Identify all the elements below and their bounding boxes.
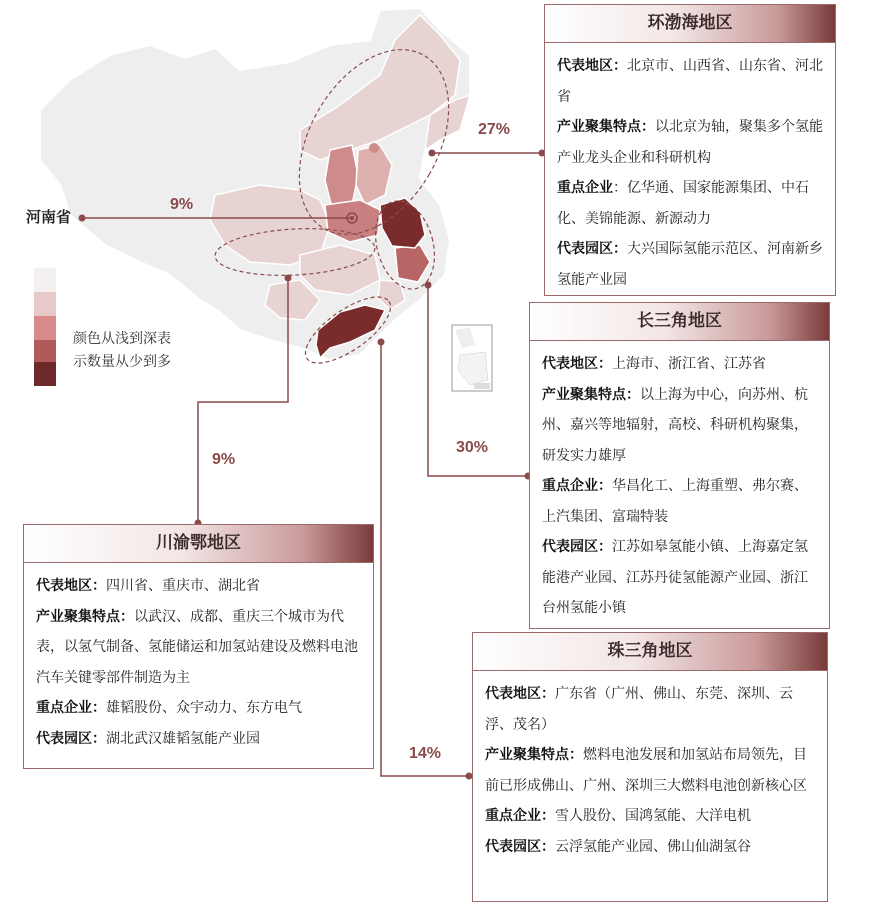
cy-ent-label: 重点企业： [36,700,106,716]
bohai-feat-label: 产业聚集特点： [557,119,655,135]
bohai-rep-label: 代表地区： [557,58,627,74]
pct-zhusanjiao: 14% [409,745,442,762]
zsj-park: 云浮氢能产业园、佛山仙湖氢谷 [555,838,751,855]
dot-chuanyu [285,275,292,282]
cy-feat: 以武汉、成都、重庆三个城市为代表，以氢气制备、氢能储运和加氢站建设及燃料电池汽车关键零部件制造为主 [36,608,358,686]
region-title-zhusanjiao: 珠三角地区 [473,633,827,671]
henan-label: 河南省 [26,208,72,226]
cy-rep-label: 代表地区： [36,578,106,594]
legend-swatch-5 [34,362,56,386]
zsj-ent: 雪人股份、国鸿氢能、大洋电机 [555,808,751,824]
pct-chuanyu: 9% [212,451,236,468]
region-title-changsanjiao: 长三角地区 [530,303,829,341]
legend-line-2: 示数量从少到多 [73,354,171,370]
legend-swatch-4 [34,340,56,362]
cy-park-label: 代表园区： [36,730,106,747]
pct-bohai: 27% [478,121,511,138]
pct-henan: 9% [170,196,194,213]
cy-ent: 雄韬股份、众宇动力、东方电气 [106,700,302,716]
csj-ent-label: 重点企业： [542,478,612,494]
legend-swatch-3 [34,316,56,340]
csj-feat-label: 产业聚集特点： [542,386,640,403]
bohai-park: 大兴国际氢能示范区、河南新乡氢能产业园 [557,241,823,288]
dot-zhusanjiao [378,339,385,346]
csj-rep-label: 代表地区： [542,356,612,372]
region-box-zhusanjiao [472,632,828,902]
pct-changsanjiao: 30% [456,439,489,456]
bohai-ent-label: 重点企业 [557,180,613,196]
legend-text [73,328,171,374]
connector-zhusanjiao [381,342,469,776]
region-box-changsanjiao [529,302,830,629]
csj-rep: 上海市、浙江省、江苏省 [612,356,766,372]
dot-henan-left [79,215,86,222]
bohai-rep: 北京市、山西省、山东省、河北省 [557,58,823,105]
zsj-park-label: 代表园区： [485,838,555,855]
legend-swatch-2 [34,292,56,316]
region-box-chuanyu [23,524,374,769]
region-box-bohai [544,4,836,296]
cy-park: 湖北武汉雄韬氢能产业园 [106,730,260,747]
csj-feat: 以上海为中心，向苏州、杭州、嘉兴等地辐射，高校、科研机构聚集，研发实力雄厚 [542,386,808,464]
csj-park-label: 代表园区： [542,539,612,555]
bohai-park-label: 代表园区： [557,241,627,257]
csj-park: 江苏如皋氢能小镇、上海嘉定氢能港产业园、江苏丹徒氢能源产业园、浙江台州氢能小镇 [542,539,808,616]
bohai-ent: ：亿华通、国家能源集团、中石化、美锦能源、新源动力 [557,180,809,227]
south-china-sea-inset [452,325,492,391]
zsj-ent-label: 重点企业： [485,808,555,824]
beijing-marker [369,143,379,153]
dot-changsanjiao [425,282,432,289]
zsj-feat-label: 产业聚集特点： [485,747,583,763]
dot-bohai [429,150,436,157]
csj-ent: 华昌化工、上海重塑、弗尔赛、上汽集团、富瑞特装 [542,478,808,525]
cy-feat-label: 产业聚集特点： [36,608,134,625]
zsj-rep-label: 代表地区： [485,686,555,702]
region-title-bohai: 环渤海地区 [545,5,835,43]
cy-rep: 四川省、重庆市、湖北省 [106,578,260,594]
zsj-feat: 燃料电池发展和加氢站布局领先，目前已形成佛山、广州、深圳三大燃料电池创新核心区 [485,747,807,794]
province-shanxi [325,145,358,208]
legend-line-1: 颜色从浅到深表 [73,331,171,347]
zsj-rep: 广东省（广州、佛山、东莞、深圳、云浮、茂名） [485,686,793,733]
region-title-chuanyu: 川渝鄂地区 [24,525,373,563]
legend-swatch-1 [34,268,56,292]
dot-henan-center [350,216,354,220]
bohai-feat: 以北京为轴，聚集多个氢能产业龙头企业和科研机构 [557,119,823,166]
